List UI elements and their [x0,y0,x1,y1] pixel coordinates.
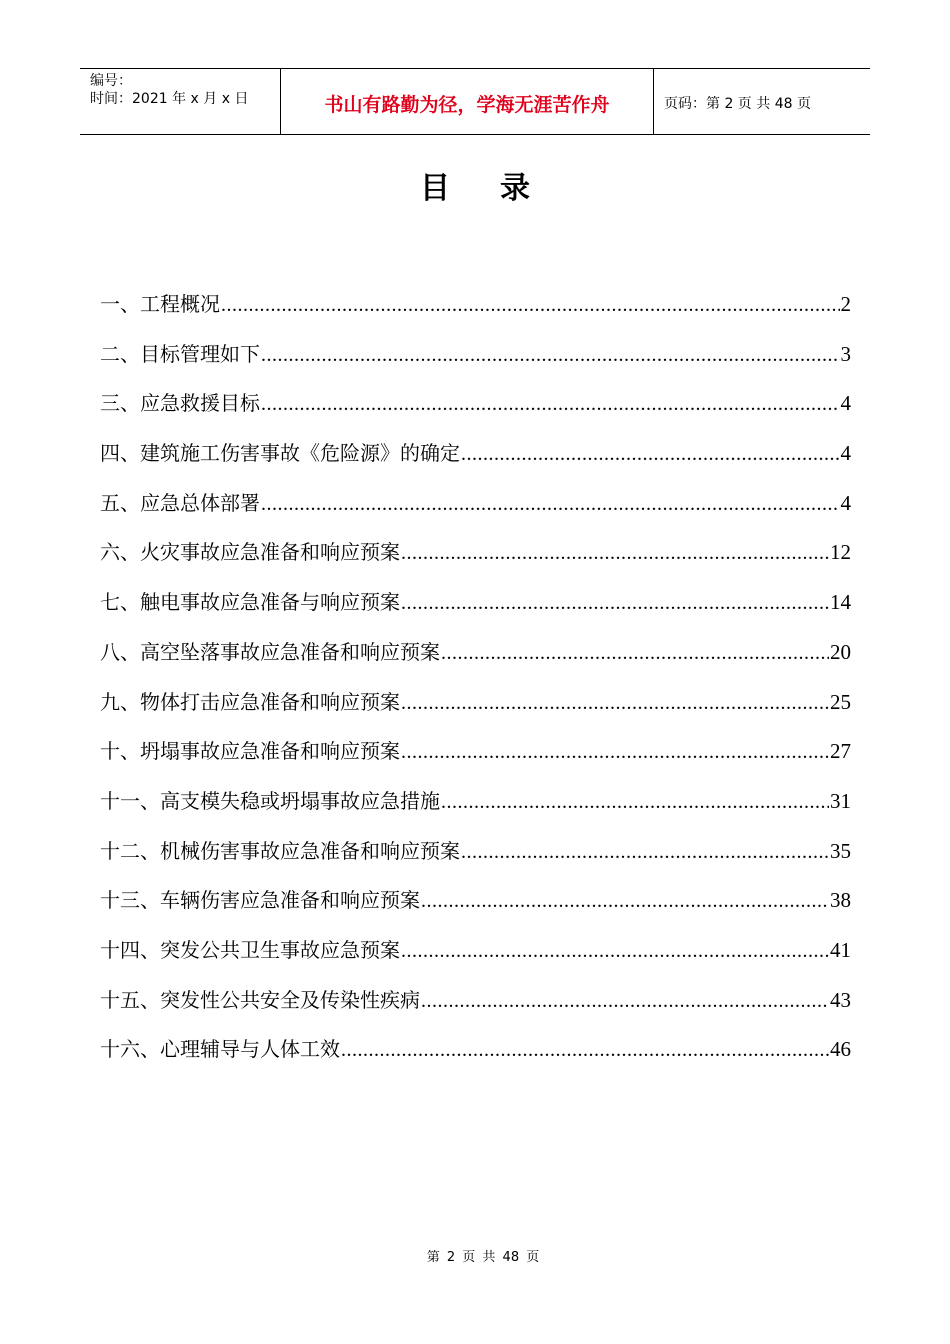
document-date: 时间：2021 年 x 月 x 日 [90,91,249,107]
toc-entry-label: 十、坍塌事故应急准备和响应预案 [100,739,400,764]
page-title: 目录 [420,171,580,206]
toc-entry-label: 九、物体打击应急准备和响应预案 [100,689,400,714]
toc-leader-dots [261,384,840,424]
toc-entry-page: 20 [830,639,851,664]
toc-entry[interactable] [100,1029,851,1079]
toc-entry[interactable] [100,632,851,682]
toc-entry[interactable] [100,483,851,533]
toc-entry-label: 三、应急救援目标 [100,391,260,416]
toc-entry-label: 十四、突发公共卫生事故应急预案 [100,937,400,962]
toc-entry-page: 25 [830,689,851,714]
toc-entry-label: 一、工程概况 [100,292,220,316]
toc-entry[interactable] [100,433,851,483]
toc-leader-dots [441,782,829,822]
toc-entry-label: 十六、心理辅导与人体工效 [100,1037,340,1062]
toc-entry[interactable] [100,682,851,732]
toc-entry-label: 十一、高支模失稳或坍塌事故应急措施 [100,788,440,813]
toc-entry-page: 46 [830,1037,851,1062]
toc-entry-page: 41 [830,937,851,962]
header-motto: 书山有路勤为径，学海无涯苦作舟 [281,69,654,134]
toc-entry[interactable] [100,731,851,781]
toc-leader-dots [421,981,829,1021]
toc-entry-label: 十五、突发性公共安全及传染性疾病 [100,987,420,1012]
toc-entry-label: 二、目标管理如下 [100,341,260,366]
toc-entry-page: 12 [830,540,851,565]
toc-leader-dots [401,533,829,573]
toc-leader-dots [221,285,840,325]
toc-entry-page: 4 [840,441,851,466]
toc-entry-label: 十二、机械伤害事故应急准备和响应预案 [100,838,460,863]
toc-entry-page: 4 [840,490,851,515]
header-page-info: 页码：第 2 页 共 48 页 [664,95,811,112]
toc-entry-label: 十三、车辆伤害应急准备和响应预案 [100,888,420,913]
page-header [80,68,870,135]
toc-leader-dots [401,583,829,623]
toc-leader-dots [261,484,840,524]
toc-leader-dots [261,335,840,375]
toc-entry-label: 七、触电事故应急准备与响应预案 [100,590,400,615]
toc-entry[interactable] [100,880,851,930]
toc-entry[interactable] [100,831,851,881]
toc-entry-label: 四、建筑施工伤害事故《危险源》的确定 [100,441,460,466]
toc-entry[interactable] [100,334,851,384]
toc-leader-dots [341,1030,829,1070]
toc-entry-label: 八、高空坠落事故应急准备和响应预案 [100,639,440,664]
toc-entry-page: 43 [830,987,851,1012]
document-number-label: 编号： [90,73,132,89]
toc-entry[interactable] [100,383,851,433]
toc-entry-page: 31 [830,788,851,813]
toc-leader-dots [461,832,829,872]
table-of-contents [100,284,851,1079]
toc-entry-page: 27 [830,739,851,764]
toc-leader-dots [421,881,829,921]
toc-entry-page: 3 [840,341,851,366]
toc-entry-page: 4 [840,391,851,416]
toc-entry-page: 38 [830,888,851,913]
toc-entry-label: 五、应急总体部署 [100,490,260,515]
toc-entry-label: 六、火灾事故应急准备和响应预案 [100,540,400,565]
toc-entry[interactable] [100,781,851,831]
toc-entry-page: 14 [830,590,851,615]
toc-entry[interactable] [100,582,851,632]
toc-entry-page: 2 [840,292,851,316]
toc-entry[interactable] [100,930,851,980]
toc-entry-page: 35 [830,838,851,863]
toc-leader-dots [401,683,829,723]
toc-entry[interactable] [100,532,851,582]
toc-leader-dots [401,732,829,772]
toc-entry[interactable] [100,980,851,1030]
toc-leader-dots [441,633,829,673]
page-footer: 第 2 页 共 48 页 [426,1250,540,1265]
toc-entry[interactable] [100,284,851,334]
header-meta [80,69,281,134]
toc-leader-dots [401,931,829,971]
toc-leader-dots [461,434,840,474]
